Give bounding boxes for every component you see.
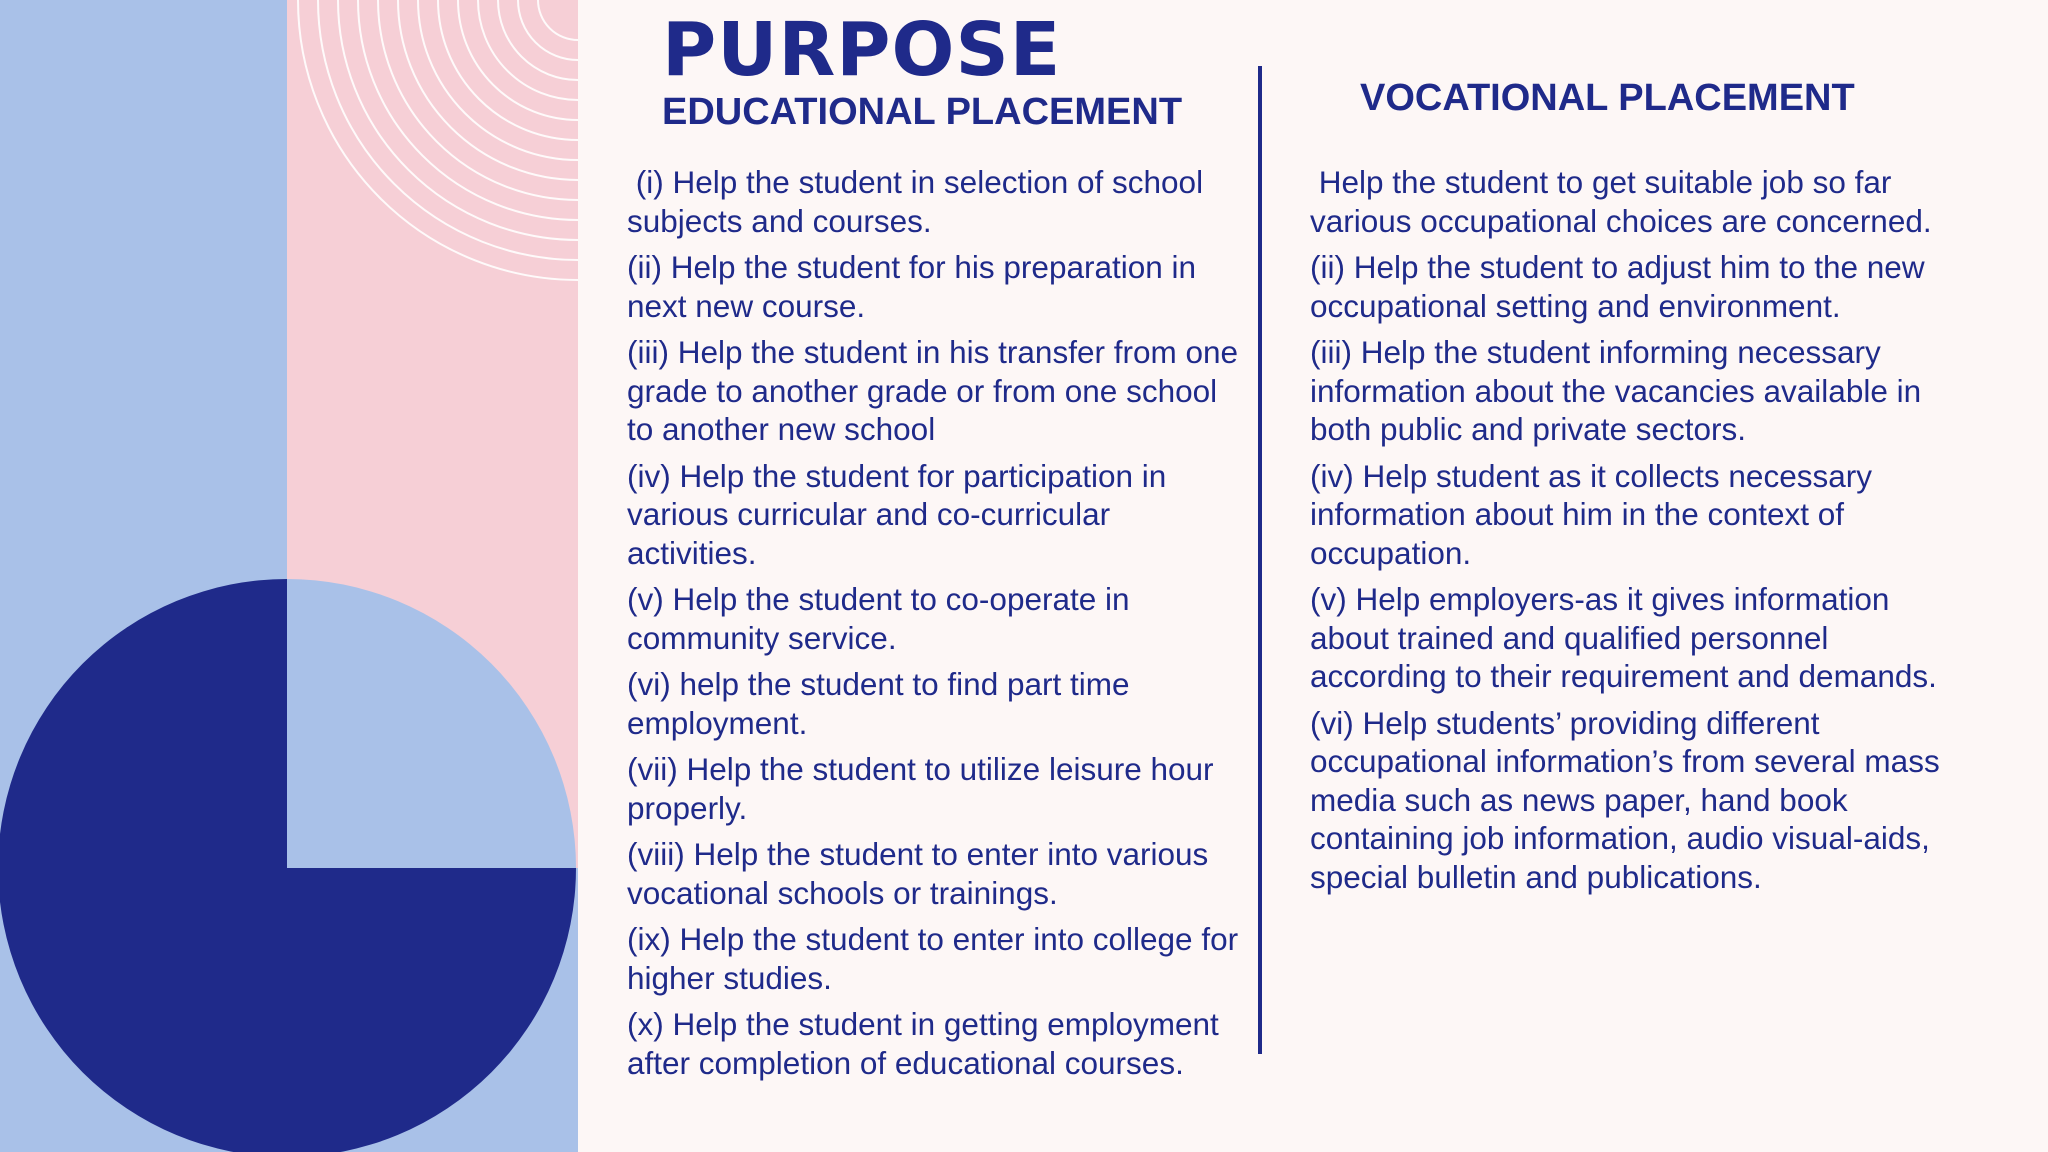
educational-placement-list	[627, 163, 1247, 1090]
list-item: (vi) Help students’ providing different occupational information’s from several mass media such as news paper, hand book containing job information, audio visual-aids, special bulletin and publications.	[1310, 704, 1949, 895]
list-item: (iii) Help the student informing necessary information about the vacancies available in both public and private sectors.	[1310, 334, 1930, 447]
list-item: (iv) Help student as it collects necessary information about him in the context of occupation.	[1310, 457, 1881, 571]
educational-placement-heading: EDUCATIONAL PLACEMENT	[662, 91, 1183, 133]
concentric-arcs	[298, 0, 578, 280]
list-item: (viii) Help the student to enter into various vocational schools or trainings.	[627, 836, 1218, 911]
list-item: (i) Help the student in selection of school subjects and courses.	[627, 164, 1212, 239]
list-item: (vi) help the student to find part time employment.	[627, 666, 1139, 741]
vocational-placement-heading: VOCATIONAL PLACEMENT	[1360, 77, 1855, 119]
quarter-circle-light	[287, 579, 576, 868]
list-item: (vii) Help the student to utilize leisure hour properly.	[627, 751, 1223, 826]
list-item: (iv) Help the student for participation in various curricular and co-curricular activities.	[627, 457, 1176, 571]
vocational-placement-list	[1310, 163, 1970, 904]
column-divider	[1258, 66, 1262, 1054]
list-item: (v) Help employers-as it gives information about trained and qualified personnel according to their requirement and demands.	[1310, 581, 1937, 694]
decorative-shapes	[0, 0, 578, 1152]
decorative-panel	[0, 0, 578, 1152]
list-item: (ii) Help the student for his preparation in next new course.	[627, 249, 1205, 324]
slide-title: PURPOSE	[662, 7, 1062, 93]
list-item: Help the student to get suitable job so far various occupational choices are concerned.	[1310, 164, 1932, 239]
list-item: (x) Help the student in getting employment after completion of educational courses.	[627, 1006, 1228, 1081]
list-item: (iii) Help the student in his transfer from one grade to another grade or from one school to another new school	[627, 334, 1247, 447]
list-item: (ii) Help the student to adjust him to the new occupational setting and environment.	[1310, 249, 1934, 324]
list-item: (ix) Help the student to enter into college for higher studies.	[627, 921, 1247, 996]
list-item: (v) Help the student to co-operate in community service.	[627, 581, 1139, 656]
